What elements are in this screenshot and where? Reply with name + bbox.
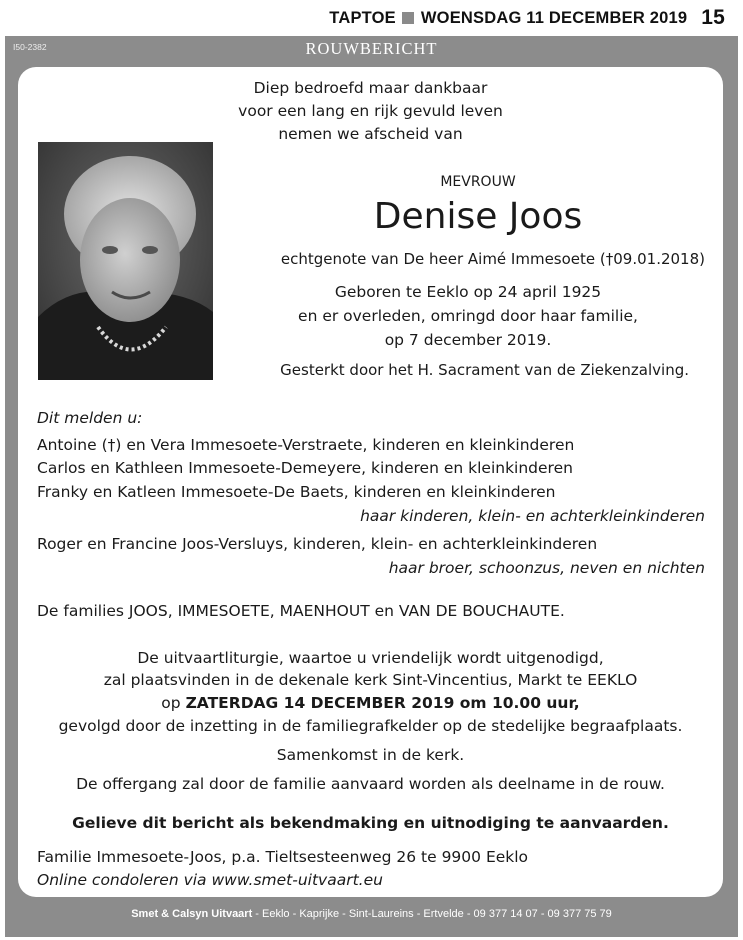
notice-header: ROUWBERICHT [305,39,438,58]
separator-square-icon [402,12,414,24]
funeral-line-4: gevolgd door de inzetting in de familiegrafkelder op de stedelijke begraafplaats. [58,717,683,735]
funeral-line-2: zal plaatsvinden in de dekenale kerk Sint-Vincentius, Markt te EEKLO [103,671,638,689]
announce-heading: Dit melden u: [37,409,143,427]
issue-date: WOENSDAG 11 DECEMBER 2019 [420,8,688,27]
funeral-home-details: - Eeklo - Kaprijke - Sint-Laureins - Ertvelde - 09 377 14 07 - 09 377 75 79 [252,908,612,920]
funeral-home-footer [5,908,738,920]
funeral-date: ZATERDAG 14 DECEMBER 2019 om 10.00 uur, [185,694,580,712]
funeral-home-name: Smet & Calsyn Uitvaart [131,908,253,920]
newspaper-masthead [0,0,743,36]
sacrament-line: Gesterkt door het H. Sacrament van de Ziekenzalving. [280,361,689,379]
family-summary-2: haar broer, schoonzus, neven en nichten [388,559,705,577]
birth-line-2: en er overleden, omringd door haar familie, [298,307,638,325]
gathering-line: Samenkomst in de kerk. [276,746,465,764]
deceased-title: MEVROUW [440,174,516,190]
masthead-text [329,6,725,30]
funeral-line-1: De uitvaartliturgie, waartoe u vriendelijk wordt uitgenodigd, [137,649,604,667]
birth-line-3: op 7 december 2019. [384,331,552,349]
online-condolence-line: Online condoleren via www.smet-uitvaart.eu [37,871,383,889]
family-line-3: Franky en Katleen Immesoete-De Baets, kinderen en kleinkinderen [37,483,556,501]
intro-line-2: voor een lang en rijk gevuld leven [238,102,503,120]
deceased-name: Denise Joos [373,196,583,237]
paper-name: TAPTOE [329,8,396,27]
spouse-line: echtgenote van De heer Aimé Immesoete (†09.01.2018) [280,250,705,268]
birth-line-1: Geboren te Eeklo op 24 april 1925 [334,283,602,301]
request-line: Gelieve dit bericht als bekendmaking en uitnodiging te aanvaarden. [72,814,669,832]
family-line-2: Carlos en Kathleen Immesoete-Demeyere, kinderen en kleinkinderen [37,459,573,477]
intro-line-1: Diep bedroefd maar dankbaar [253,79,488,97]
sibling-line: Roger en Francine Joos-Versluys, kinderen, klein- en achterkleinkinderen [37,535,598,553]
page-number: 15 [701,6,725,29]
obituary-notice [5,36,738,937]
notice-card [18,67,723,897]
intro-line-3: nemen we afscheid van [278,125,463,143]
portrait-image [38,142,213,380]
address-line: Familie Immesoete-Joos, p.a. Tieltsesteenweg 26 te 9900 Eeklo [37,848,529,866]
funeral-line-3-prefix: op [161,694,181,712]
families-line: De families JOOS, IMMESOETE, MAENHOUT en VAN DE BOUCHAUTE. [37,602,565,620]
portrait-photo [38,142,213,380]
family-line-1: Antoine (†) en Vera Immesoete-Verstraete, kinderen en kleinkinderen [37,436,575,454]
family-summary-1: haar kinderen, klein- en achterkleinkinderen [360,507,705,525]
funeral-line-3 [18,696,723,712]
offering-line: De offergang zal door de familie aanvaard worden als deelname in de rouw. [76,775,665,793]
notice-code: I50-2382 [13,42,47,52]
